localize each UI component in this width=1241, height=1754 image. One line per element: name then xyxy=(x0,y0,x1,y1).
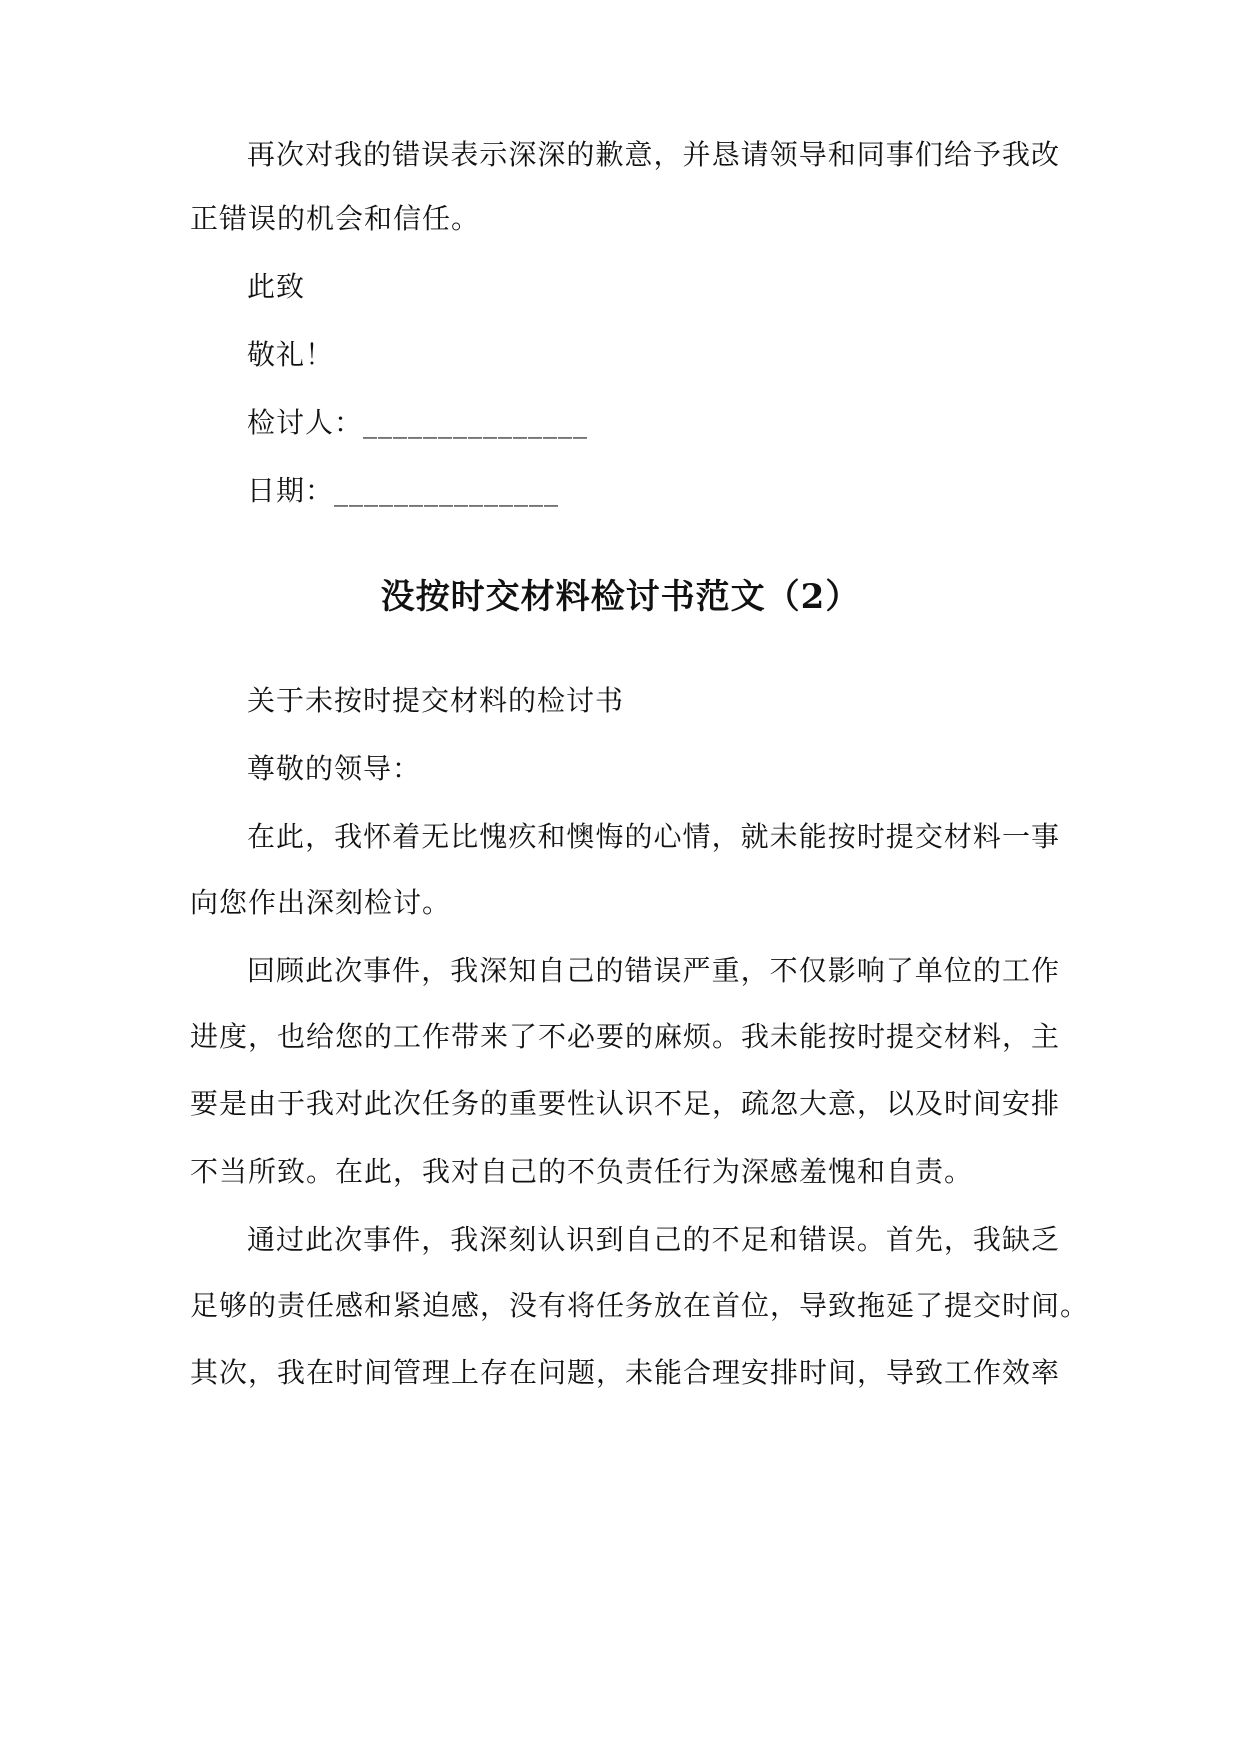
signer-line: 检讨人：_______________ xyxy=(247,406,589,439)
paragraph-3-line-2: 足够的责任感和紧迫感，没有将任务放在首位，导致拖延了提交时间。 xyxy=(190,1289,1090,1322)
paragraph-3-line-1: 通过此次事件，我深刻认识到自己的不足和错误。首先，我缺乏 xyxy=(247,1223,1060,1256)
paragraph-3-line-3: 其次，我在时间管理上存在问题，未能合理安排时间，导致工作效率 xyxy=(190,1356,1061,1389)
paragraph-1-line-1: 在此，我怀着无比愧疚和懊悔的心情，就未能按时提交材料一事 xyxy=(247,820,1060,853)
greeting-line: 尊敬的领导： xyxy=(247,752,422,785)
salutation-text: 此致 xyxy=(247,270,306,303)
section-title: 没按时交材料检讨书范文（2） xyxy=(380,577,861,617)
closing-paragraph-line-2: 正错误的机会和信任。 xyxy=(190,202,481,235)
paragraph-2-line-2: 进度，也给您的工作带来了不必要的麻烦。我未能按时提交材料，主 xyxy=(190,1020,1061,1053)
paragraph-2-line-4: 不当所致。在此，我对自己的不负责任行为深感羞愧和自责。 xyxy=(190,1155,974,1188)
date-line: 日期：_______________ xyxy=(247,474,560,507)
paragraph-2-line-1: 回顾此次事件，我深知自己的错误严重，不仅影响了单位的工作 xyxy=(247,954,1060,987)
paragraph-2-line-3: 要是由于我对此次任务的重要性认识不足，疏忽大意，以及时间安排 xyxy=(190,1087,1061,1120)
subject-line: 关于未按时提交材料的检讨书 xyxy=(247,684,625,717)
closing-paragraph-line-1: 再次对我的错误表示深深的歉意，并恳请领导和同事们给予我改 xyxy=(247,138,1060,171)
paragraph-1-line-2: 向您作出深刻检讨。 xyxy=(190,886,452,919)
regards-text: 敬礼！ xyxy=(247,338,335,371)
